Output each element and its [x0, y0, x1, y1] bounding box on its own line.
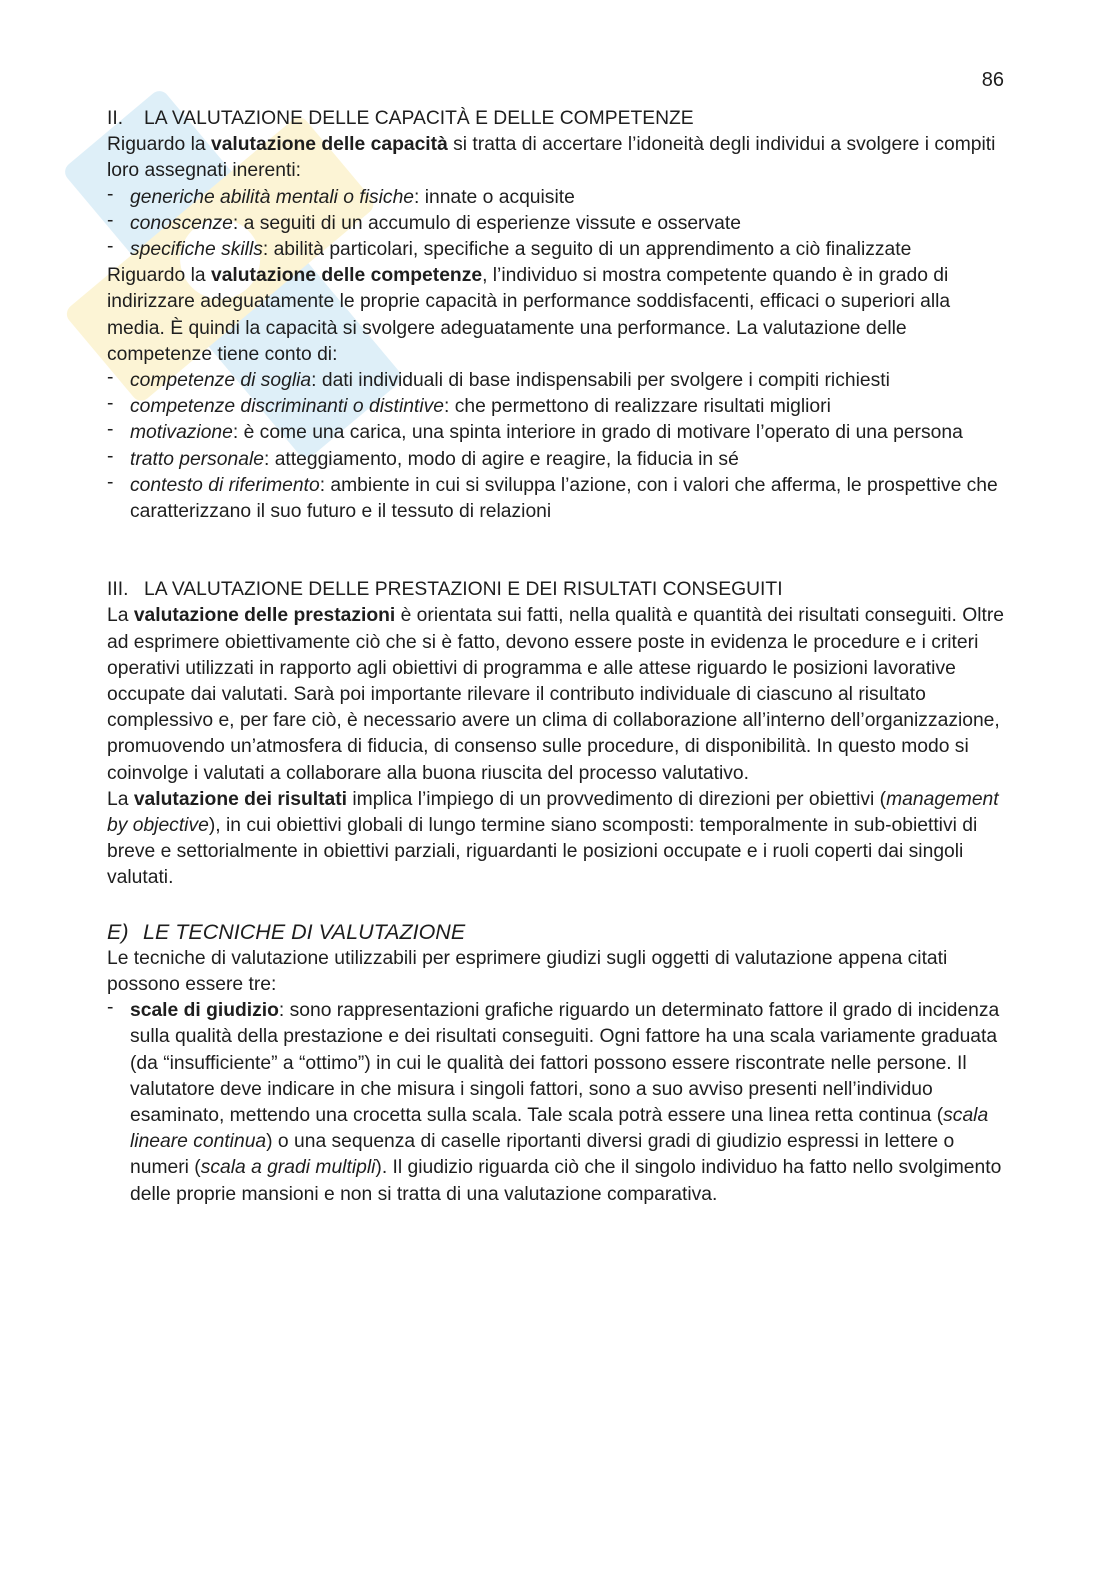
- dash-bullet: -: [107, 419, 114, 441]
- bold-term: valutazione delle prestazioni: [133, 605, 396, 627]
- dash-bullet: -: [107, 445, 114, 467]
- dash-bullet: -: [107, 236, 114, 258]
- italic-term: competenze discriminanti o distintive: [130, 396, 444, 418]
- item-description: ) o una sequenza di caselle riportanti diversi gradi di giudizio espressi in lettere o numeri (: [130, 1131, 955, 1179]
- text-run: si tratta di accertare l’idoneità degli individui a svolgere i compiti loro assegnati inerenti:: [107, 134, 996, 182]
- dash-bullet: -: [107, 997, 114, 1019]
- italic-term: conoscenze: [130, 212, 233, 234]
- text-run: La: [107, 788, 134, 810]
- list-item: [107, 394, 1007, 420]
- section-e-heading: [107, 918, 1007, 946]
- dash-bullet: -: [107, 367, 114, 389]
- item-description: : dati individuali di base indispensabili per svolgere i compiti richiesti: [311, 370, 890, 392]
- tecniche-intro: Le tecniche di valutazione utilizzabili per esprimere giudizi sugli oggetti di valutazione appena citati possono essere tre:: [107, 947, 948, 995]
- item-description: : che permettono di realizzare risultati migliori: [444, 396, 831, 418]
- spacer: [107, 892, 1007, 918]
- item-description: : innate o acquisite: [414, 186, 575, 208]
- list-item: [107, 447, 1007, 473]
- text-run: implica l’impiego di un provvedimento di direzioni per obiettivi (: [347, 788, 887, 810]
- italic-term: management by objective: [107, 788, 999, 837]
- spacer: [107, 525, 1007, 577]
- text-run: Riguardo la: [107, 265, 211, 287]
- dash-bullet: -: [107, 471, 114, 493]
- list-item: [107, 473, 1007, 525]
- tecniche-list: [107, 998, 1007, 1208]
- text-run: ), in cui obiettivi globali di lungo termine siano scomposti: temporalmente in sub-obiettivi di breve e settorialmente in obiettivi parziali, riguardanti le posizioni occupate e i ruoli coperti dai singoli valutati.: [107, 815, 978, 889]
- italic-term: motivazione: [130, 422, 233, 444]
- item-description: : sono rappresentazioni grafiche riguardo un determinato fattore il grado di incidenza sulla qualità della prestazione e dei risultati conseguiti. Ogni fattore ha una scala variamente graduata (da “insufficiente” a “ottimo”) in cui le qualità dei fattori possono essere riscontrate nelle persone. Il valutatore deve indicare in che misura i singoli fattori, sono a suo avviso presenti nell’individuo esaminato, mettendo una crocetta sulla scala. Tale scala potrà essere una linea retta continua (: [130, 1000, 1000, 1126]
- italic-term: contesto di riferimento: [130, 474, 320, 496]
- page-number: 86: [981, 69, 1004, 91]
- bold-term: valutazione dei risultati: [133, 788, 348, 810]
- italic-term: scala a gradi multipli: [200, 1157, 376, 1179]
- competenze-list: [107, 368, 1007, 525]
- list-item: [107, 420, 1007, 446]
- text-run: La: [107, 605, 134, 627]
- section-iii-heading: [107, 577, 1007, 603]
- list-item: [107, 998, 1007, 1208]
- capacita-list: [107, 185, 1007, 264]
- section-ii-number: II.: [107, 108, 124, 129]
- list-item: [107, 211, 1007, 237]
- list-item: [107, 368, 1007, 394]
- bold-term: valutazione delle capacità: [210, 134, 448, 156]
- bold-term: valutazione delle competenze: [210, 265, 483, 287]
- item-description: : a seguiti di un accumulo di esperienze vissute e osservate: [232, 212, 741, 234]
- text-run: , l’individuo si mostra competente quando è in grado di indirizzare adeguatamente le proprie capacità in performance soddisfacenti, efficaci o superiori alla media. È quindi la capacità si svolgere adeguatamente una performance. La valutazione delle competenze tiene conto di:: [107, 265, 951, 365]
- section-ii-heading: [107, 106, 1007, 132]
- prestazioni-paragraph: [107, 603, 1007, 786]
- dash-bullet: -: [107, 209, 114, 231]
- item-description: : abilità particolari, specifiche a seguito di un apprendimento a ciò finalizzate: [262, 239, 912, 261]
- section-e-letter: E): [107, 919, 129, 944]
- item-description: : atteggiamento, modo di agire e reagire, la fiducia in sé: [263, 448, 739, 470]
- section-ii-title: LA VALUTAZIONE DELLE CAPACITÀ E DELLE COMPETENZE: [144, 108, 694, 129]
- item-description: : ambiente in cui si sviluppa l’azione, con i valori che afferma, le prospettive che caratterizzano il suo futuro e il tessuto di relazioni: [130, 474, 998, 523]
- text-run: Riguardo la: [107, 134, 211, 156]
- document-body: [107, 106, 1007, 1208]
- dash-bullet: -: [107, 183, 114, 205]
- competenze-paragraph: [107, 263, 1007, 368]
- italic-term: specifiche skills: [130, 239, 263, 261]
- section-iii-title: LA VALUTAZIONE DELLE PRESTAZIONI E DEI RISULTATI CONSEGUITI: [144, 579, 783, 601]
- risultati-paragraph: [107, 787, 1007, 892]
- dash-bullet: -: [107, 393, 114, 415]
- capacita-paragraph: [107, 132, 1007, 184]
- italic-term: generiche abilità mentali o fisiche: [130, 186, 415, 208]
- italic-term: competenze di soglia: [130, 370, 312, 392]
- text-run: è orientata sui fatti, nella qualità e quantità dei risultati conseguiti. Oltre ad esprimere obiettivamente ciò che si è fatto, devono essere poste in evidenza le procedure e i criteri operativi utilizzati in rapporto agli obiettivi di programma e alle attese riguardo le posizioni lavorative occupate dai valutati. Sarà poi importante rilevare il contributo individuale di ciascuno al risultato complessivo e, per fare ciò, è necessario avere un clima di collaborazione all’interno dell’organizzazione, promuovendo un’atmosfera di fiducia, di consenso sulle procedure, di disponibilità. In questo modo si coinvolge i valutati a collaborare alla buona riuscita del processo valutativo.: [107, 605, 1005, 784]
- italic-term: scala lineare continua: [130, 1104, 989, 1153]
- italic-term: tratto personale: [130, 448, 264, 470]
- item-description: ). Il giudizio riguarda ciò che il singolo individuo ha fatto nello svolgimento delle proprie mansioni e non si tratta di una valutazione comparativa.: [130, 1157, 1002, 1205]
- section-iii-number: III.: [107, 579, 129, 601]
- list-item: [107, 185, 1007, 211]
- item-description: : è come una carica, una spinta interiore in grado di motivare l’operato di una persona: [232, 422, 963, 444]
- list-item: [107, 237, 1007, 263]
- bold-term: scale di giudizio: [130, 1000, 279, 1022]
- section-e-title: LE TECNICHE DI VALUTAZIONE: [143, 919, 466, 944]
